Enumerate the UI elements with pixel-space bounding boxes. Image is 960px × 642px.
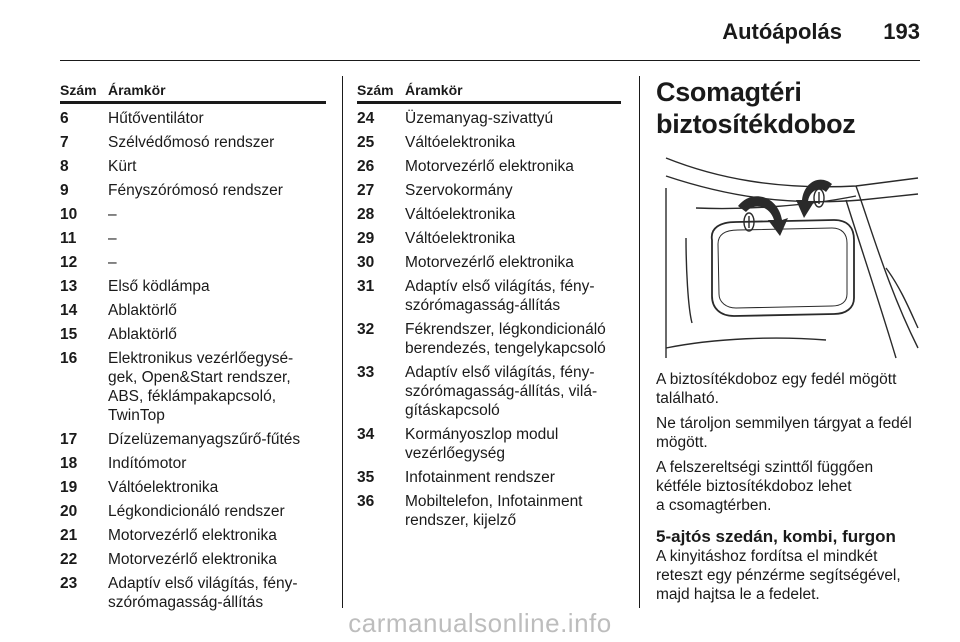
fuse-number: 16 [60, 350, 78, 367]
fuse-number: 24 [357, 110, 375, 127]
fuse-number: 8 [60, 158, 69, 175]
column-header-circuit: Áramkör [108, 82, 166, 98]
circuit-name: Adaptív első világítás, fény- szórómagasság-állítás, vilá- gításkapcsoló [405, 364, 598, 419]
fuse-number: 33 [357, 364, 375, 381]
column-header-number: Szám [357, 82, 394, 98]
circuit-name: Indítómotor [108, 455, 187, 472]
circuit-name: Váltóelektronika [405, 134, 516, 151]
table-row [357, 277, 621, 315]
paragraph-variants: A felszereltségi szinttől függően kétféle biztosítékdoboz lehet a csomagtérben. [656, 459, 874, 514]
circuit-name: Elektronikus vezérlőegysé- gek, Open&Start rendszer, ABS, féklámpakapcsoló, TwinTop [108, 350, 294, 424]
circuit-name: Ablaktörlő [108, 326, 177, 343]
fuse-number: 32 [357, 321, 375, 338]
fuse-number: 27 [357, 182, 375, 199]
table-row [60, 430, 326, 449]
fuse-number: 29 [357, 230, 375, 247]
table-header [357, 76, 621, 104]
circuit-name: Motorvezérlő elektronika [108, 527, 277, 544]
circuit-name: Szélvédőmosó rendszer [108, 134, 275, 151]
circuit-name: Első ködlámpa [108, 278, 210, 295]
table-row [357, 181, 621, 200]
fuse-number: 22 [60, 551, 78, 568]
page-header [0, 0, 960, 70]
circuit-name: – [108, 254, 117, 271]
table-row [357, 492, 621, 530]
table-row [60, 133, 326, 152]
circuit-name: Fényszórómosó rendszer [108, 182, 283, 199]
fuse-number: 7 [60, 134, 69, 151]
table-row [60, 478, 326, 497]
column-divider-1 [342, 76, 343, 608]
fuse-number: 13 [60, 278, 78, 295]
table-row [60, 301, 326, 320]
circuit-name: Mobiltelefon, Infotainment rendszer, kijelző [405, 493, 583, 529]
table-row [60, 205, 326, 224]
table-row [357, 468, 621, 487]
table-row [357, 133, 621, 152]
paragraph-open-instructions: A kinyitáshoz fordítsa el mindkét reteszt egy pénzérme segítségével, majd hajtsa le a fedelet. [656, 548, 901, 603]
paragraph-warning: Ne tároljon semmilyen tárgyat a fedél mögött. [656, 415, 912, 451]
trunk-fusebox-illustration [656, 148, 922, 360]
table-row [357, 229, 621, 248]
table-row [60, 454, 326, 473]
fuse-number: 23 [60, 575, 78, 592]
circuit-name: Fékrendszer, légkondicionáló berendezés, tengelykapcsoló [405, 321, 606, 357]
circuit-name: Motorvezérlő elektronika [405, 254, 574, 271]
column-header-number: Szám [60, 82, 97, 98]
circuit-name: Dízelüzemanyagszűrő-fűtés [108, 431, 301, 448]
fuse-number: 30 [357, 254, 375, 271]
table-row [357, 425, 621, 463]
fuse-number: 35 [357, 469, 375, 486]
fuse-table-right [357, 76, 621, 530]
circuit-name: Légkondicionáló rendszer [108, 503, 285, 520]
table-row [60, 181, 326, 200]
fuse-number: 25 [357, 134, 375, 151]
fuse-number: 17 [60, 431, 78, 448]
circuit-name: Infotainment rendszer [405, 469, 555, 486]
subheading-body-types: 5-ajtós szedán, kombi, furgon [656, 527, 896, 546]
section-title: Autóápolás [722, 19, 842, 44]
fuse-number: 15 [60, 326, 78, 343]
column-header-circuit: Áramkör [405, 82, 463, 98]
page-number: 193 [883, 19, 920, 44]
fuse-number: 14 [60, 302, 78, 319]
table-row [357, 157, 621, 176]
paragraph-location: A biztosítékdoboz egy fedél mögött található. [656, 371, 897, 407]
circuit-name: Motorvezérlő elektronika [108, 551, 277, 568]
circuit-name: Motorvezérlő elektronika [405, 158, 574, 175]
circuit-name: Kormányoszlop modul vezérlőegység [405, 426, 559, 462]
table-body [60, 109, 326, 612]
fuse-number: 20 [60, 503, 78, 520]
fuse-number: 26 [357, 158, 375, 175]
fuse-number: 12 [60, 254, 78, 271]
circuit-name: Ablaktörlő [108, 302, 177, 319]
table-row [60, 550, 326, 569]
table-row [60, 325, 326, 344]
table-row [60, 109, 326, 128]
circuit-name: Üzemanyag-szivattyú [405, 110, 554, 127]
table-row [357, 205, 621, 224]
circuit-name: Váltóelektronika [108, 479, 219, 496]
fuse-number: 34 [357, 426, 375, 443]
table-row [357, 320, 621, 358]
table-row [357, 363, 621, 420]
fuse-table-left [60, 76, 326, 612]
table-row [60, 349, 326, 425]
circuit-name: – [108, 206, 117, 223]
table-row [60, 277, 326, 296]
table-row [60, 229, 326, 248]
table-row [60, 157, 326, 176]
fuse-number: 18 [60, 455, 78, 472]
fuse-number: 31 [357, 278, 375, 295]
table-row [60, 253, 326, 272]
table-row [60, 502, 326, 521]
trunk-fusebox-section [656, 76, 922, 604]
fuse-number: 11 [60, 230, 77, 247]
table-header [60, 76, 326, 104]
circuit-name: Kürt [108, 158, 137, 175]
fuse-number: 21 [60, 527, 78, 544]
circuit-name: Váltóelektronika [405, 230, 516, 247]
circuit-name: – [108, 230, 117, 247]
watermark: carmanualsonline.info [348, 608, 612, 638]
table-row [357, 253, 621, 272]
circuit-name: Hűtőventilátor [108, 110, 204, 127]
table-body [357, 109, 621, 530]
fuse-number: 6 [60, 110, 69, 127]
fuse-number: 19 [60, 479, 78, 496]
header-rule [60, 60, 920, 61]
circuit-name: Szervokormány [405, 182, 513, 199]
table-row [60, 526, 326, 545]
circuit-name: Adaptív első világítás, fény- szórómagasság-állítás [108, 575, 298, 611]
fuse-number: 10 [60, 206, 78, 223]
column-divider-2 [639, 76, 640, 608]
section-heading: Csomagtéri biztosítékdoboz [656, 77, 856, 139]
fuse-number: 28 [357, 206, 375, 223]
circuit-name: Adaptív első világítás, fény- szórómagasság-állítás [405, 278, 595, 314]
circuit-name: Váltóelektronika [405, 206, 516, 223]
table-row [60, 574, 326, 612]
fuse-number: 36 [357, 493, 375, 510]
fuse-number: 9 [60, 182, 69, 199]
table-row [357, 109, 621, 128]
